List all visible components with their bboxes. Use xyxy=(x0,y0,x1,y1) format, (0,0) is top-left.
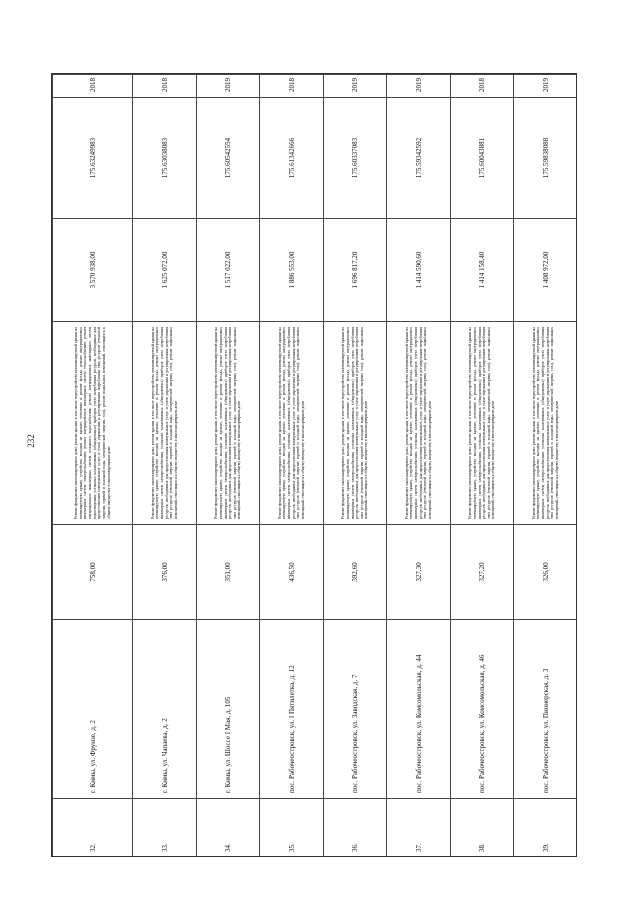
document-sheet xyxy=(51,73,577,857)
row-year: 2018 xyxy=(53,75,133,98)
row-area: 327,20 xyxy=(450,525,514,620)
row-address: г. Кимы, ул. Чапаева, д. 2 xyxy=(133,620,197,799)
table-row xyxy=(450,75,514,858)
row-area: 327,30 xyxy=(387,525,451,620)
row-year: 2018 xyxy=(133,75,197,98)
row-address: пос. Рабочеостровск, ул. Комсомольская, д. 46 xyxy=(450,620,514,799)
row-number: 34. xyxy=(196,799,260,858)
row-number: 38. xyxy=(450,799,514,858)
row-area: 326,00 xyxy=(514,525,577,620)
row-code: 175.63038083 xyxy=(133,98,197,219)
row-address: г. Кимы, ул. Шоссе I Мая, д. 105 xyxy=(196,620,260,799)
row-area: 351,00 xyxy=(196,525,260,620)
table-row xyxy=(260,75,324,858)
table-row xyxy=(53,75,133,858)
table-row xyxy=(133,75,197,858)
row-works: Ремонт фундамента многоквартирного дома, ремонт крыши, в том числе переустройство невентилируемой крыши на вентилируемую крышу, устройство выходов на кровлю, утепление и ремонт фасада, ремонт внутридомовых инженерных систем электроснабжения, установка коллективных (общедомовых) приборов учета потребления ресурсов, необходимых для предоставления коммунальных услуг, и узлов управления и регулирования потребления этих ресурсов (тепловой энергии, горячей и холодной воды, электрической энергии, газа), ремонт подвальных помещений, относящихся к общему имуществу в многоквартирном доме xyxy=(196,322,260,525)
row-year: 2019 xyxy=(387,75,451,98)
row-area: 758,00 xyxy=(53,525,133,620)
row-cost: 1 886 553,00 xyxy=(260,219,324,322)
table-body xyxy=(53,75,578,858)
row-works: Ремонт фундамента многоквартирного дома, ремонт крыши, в том числе переустройство невентилируемой крыши на вентилируемую крышу, устройство выходов на кровлю, утепление и ремонт фасада, ремонт внутридомовых инженерных систем электроснабжения, установка коллективных (общедомовых) приборов учета потребления ресурсов, необходимых для предоставления коммунальных услуг, и узлов управления и регулирования потребления этих ресурсов (тепловой энергии, горячей и холодной воды, электрической энергии, газа), ремонт подвальных помещений, относящихся к общему имуществу в многоквартирном доме xyxy=(387,322,451,525)
row-area: 376,00 xyxy=(133,525,197,620)
row-cost: 1 517 022,00 xyxy=(196,219,260,322)
row-works: Ремонт фундамента многоквартирного дома, ремонт крыши, в том числе переустройство невентилируемой крыши на вентилируемую крышу, устройство выходов на кровлю, утепление и ремонт фасада, ремонт внутридомовых инженерных систем электроснабжения, установка коллективных (общедомовых) приборов учета потребления ресурсов, необходимых для предоставления коммунальных услуг, и узлов управления и регулирования потребления этих ресурсов (тепловой энергии, горячей и холодной воды, электрической энергии, газа), ремонт подвальных помещений, относящихся к общему имуществу в многоквартирном доме xyxy=(133,322,197,525)
row-code: 175.60337083 xyxy=(323,98,387,219)
row-works: Ремонт фундамента многоквартирного дома, ремонт крыши, в том числе переустройство невентилируемой крыши на вентилируемую крышу, устройство выходов на кровлю, утепление и ремонт фасада, ремонт внутридомовых инженерных систем электроснабжения, установка коллективных (общедомовых) приборов учета потребления ресурсов, необходимых для предоставления коммунальных услуг, и узлов управления и регулирования потребления этих ресурсов (тепловой энергии, горячей и холодной воды, электрической энергии, газа), ремонт подвальных помещений, относящихся к общему имуществу в многоквартирном доме xyxy=(260,322,324,525)
table-row xyxy=(323,75,387,858)
row-year: 2019 xyxy=(196,75,260,98)
page-number: 232 xyxy=(25,434,36,448)
row-works: Ремонт фундамента многоквартирного дома, ремонт крыши, в том числе переустройство невентилируемой крыши на вентилируемую крышу, устройство выходов на кровлю, утепление и ремонт фасада, ремонт внутридомовых инженерных систем электроснабжения, установка коллективных (общедомовых) приборов учета потребления ресурсов, необходимых для предоставления коммунальных услуг, и узлов управления и регулирования потребления этих ресурсов (тепловой энергии, горячей и холодной воды, электрической энергии, газа), ремонт подвальных помещений, относящихся к общему имуществу в многоквартирном доме xyxy=(450,322,514,525)
row-code: 175.59838088 xyxy=(514,98,577,219)
row-number: 39. xyxy=(514,799,577,858)
row-address: пос. Рабочеостровск, ул. I Пятилетка, д. 12 xyxy=(260,620,324,799)
row-address: г. Кимы, ул. Фрунзе, д. 2 xyxy=(53,620,133,799)
row-number: 32. xyxy=(53,799,133,858)
row-code: 175.59342592 xyxy=(387,98,451,219)
row-cost: 1 414 590,60 xyxy=(387,219,451,322)
row-address: пос. Рабочеостровск, ул. Заводская, д. 7 xyxy=(323,620,387,799)
row-area: 436,50 xyxy=(260,525,324,620)
row-address: пос. Рабочеостровск, ул. Пионерская, д. 3 xyxy=(514,620,577,799)
row-cost: 1 408 972,00 xyxy=(514,219,577,322)
row-code: 175.60542554 xyxy=(196,98,260,219)
row-address: пос. Рабочеостровск, ул. Комсомольская, д. 44 xyxy=(387,620,451,799)
row-cost: 1 696 817,20 xyxy=(323,219,387,322)
row-year: 2018 xyxy=(450,75,514,98)
row-year: 2019 xyxy=(514,75,577,98)
rotated-table-wrapper xyxy=(52,74,577,857)
table-row xyxy=(196,75,260,858)
row-cost: 3 570 938,00 xyxy=(53,219,133,322)
row-cost: 1 625 072,00 xyxy=(133,219,197,322)
row-code: 175.60043881 xyxy=(450,98,514,219)
row-works: Ремонт фундамента многоквартирного дома, ремонт крыши, в том числе переустройство невентилируемой крыши на вентилируемую крышу, устройство выходов на кровлю, утепление и ремонт фасада, ремонт внутридомовых инженерных систем электроснабжения, установка коллективных (общедомовых) приборов учета потребления ресурсов, необходимых для предоставления коммунальных услуг, и узлов управления и регулирования потребления этих ресурсов (тепловой энергии, горячей и холодной воды, электрической энергии, газа), ремонт подвальных помещений, относящихся к общему имуществу в многоквартирном доме xyxy=(323,322,387,525)
row-number: 37. xyxy=(387,799,451,858)
table-row xyxy=(387,75,451,858)
row-year: 2019 xyxy=(323,75,387,98)
row-code: 175.61342666 xyxy=(260,98,324,219)
row-works: Ремонт фундамента многоквартирного дома, ремонт крыши, в том числе переустройство невентилируемой крыши на вентилируемую крышу, устройство выходов на кровлю, утепление и ремонт фасада, ремонт внутридомовых инженерных систем электроснабжения, установка коллективных (общедомовых) приборов учета потребления ресурсов, необходимых для предоставления коммунальных услуг, и узлов управления и регулирования потребления этих ресурсов (тепловой энергии, горячей и холодной воды, электрической энергии, газа), ремонт подвальных помещений, относящихся к общему имуществу в многоквартирном доме xyxy=(514,322,577,525)
row-area: 392,60 xyxy=(323,525,387,620)
row-number: 35. xyxy=(260,799,324,858)
row-number: 36. xyxy=(323,799,387,858)
row-cost: 1 414 158,40 xyxy=(450,219,514,322)
row-number: 33. xyxy=(133,799,197,858)
row-year: 2018 xyxy=(260,75,324,98)
row-works: Ремонт фундамента многоквартирного дома, ремонт крыши, в том числе переустройство невентилируемой крыши на вентилируемую крышу, устройство выходов на кровлю, утепление и ремонт фасада, ремонт внутридомовых инженерных систем электроснабжения, ремонт внутридомовых инженерных систем теплоснабжения, ремонт внутридомовых инженерных систем холодного водоснабжения, ремонт внутридомовых инженерных систем водоотведения, установка коллективных (общедомовых) приборов учета потребления ресурсов, необходимых для предоставления коммунальных услуг, и узлов управления и регулирования потребления этих ресурсов (тепловой энергии, горячей и холодной воды, электрической энергии, газа), ремонт подвальных помещений, относящихся к общему имуществу в многоквартирном доме xyxy=(53,322,133,525)
row-code: 175.63249983 xyxy=(53,98,133,219)
repair-program-table xyxy=(52,74,577,857)
table-row xyxy=(514,75,577,858)
